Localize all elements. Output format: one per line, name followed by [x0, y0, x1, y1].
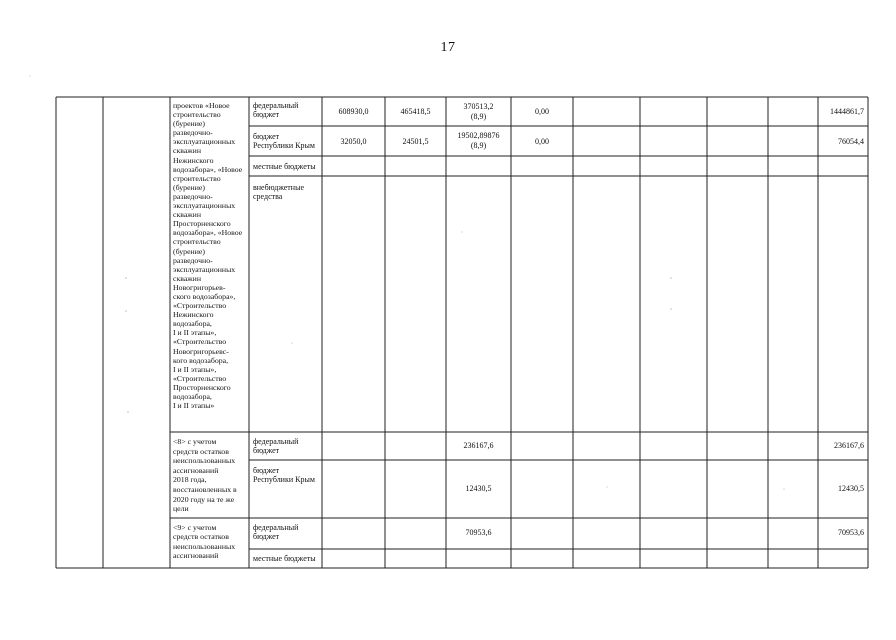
row1-crimea-col3: 19502,89876 (8,9) — [457, 131, 500, 150]
row2-federal-col3: 236167,6 — [463, 441, 494, 450]
row1-federal-col3: 370513,2 (8,9) — [463, 102, 494, 121]
row2-federal-total: 236167,6 — [834, 441, 864, 450]
row1-description: проектов «Новое строительство (бурение) разведочно- эксплуатационных скважин Нежинского водозабора», «Новое строительство (бурение) разведочно- эксплуатационных скважин Просторненского водозабора», «Новое строительство (бурение) разведочно- эксплуатационных скважин Новогригорьев- ского водозабора», «Строительство Нежинского водозабора, I и II этапы», «Строительство Новогригорьевс- кого водозабора, I и II этапы», «Строительство Просторненского водозабора, I и II этапы» — [173, 101, 243, 411]
row2-source-crimea: бюджет Республики Крым — [253, 466, 315, 485]
row1-federal-col2: 465418,5 — [400, 107, 431, 116]
row2-crimea-total: 12430,5 — [838, 484, 864, 493]
row3-description: <9> с учетом средств остатков неиспользованных ассигнований — [173, 523, 236, 561]
row1-crimea-col2: 24501,5 — [402, 137, 429, 146]
row1-crimea-total: 76054,4 — [838, 137, 864, 146]
page-number: 17 — [440, 40, 456, 55]
row1-federal-total: 1444861,7 — [830, 107, 864, 116]
row1-federal-col4: 0,00 — [535, 107, 549, 116]
row1-source-extrabudget: внебюджетные средства — [253, 183, 304, 202]
row2-description: <8> с учетом средств остатков неиспользованных ассигнований 2018 года, восстановленных в 2020 году на те же цели — [173, 437, 237, 514]
row1-source-crimea: бюджет Республики Крым — [253, 132, 315, 151]
row2-crimea-col3: 12430,5 — [465, 484, 492, 493]
row3-federal-total: 70953,6 — [838, 528, 864, 537]
row1-crimea-col4: 0,00 — [535, 137, 549, 146]
row1-federal-col1: 608930,0 — [338, 107, 369, 116]
row1-source-federal: федеральный бюджет — [253, 101, 299, 120]
row3-federal-col3: 70953,6 — [465, 528, 492, 537]
row3-source-local: местные бюджеты — [253, 554, 316, 563]
row3-source-federal: федеральный бюджет — [253, 523, 299, 542]
row1-crimea-col1: 32050,0 — [340, 137, 367, 146]
row2-source-federal: федеральный бюджет — [253, 437, 299, 456]
row1-source-local: местные бюджеты — [253, 162, 316, 171]
